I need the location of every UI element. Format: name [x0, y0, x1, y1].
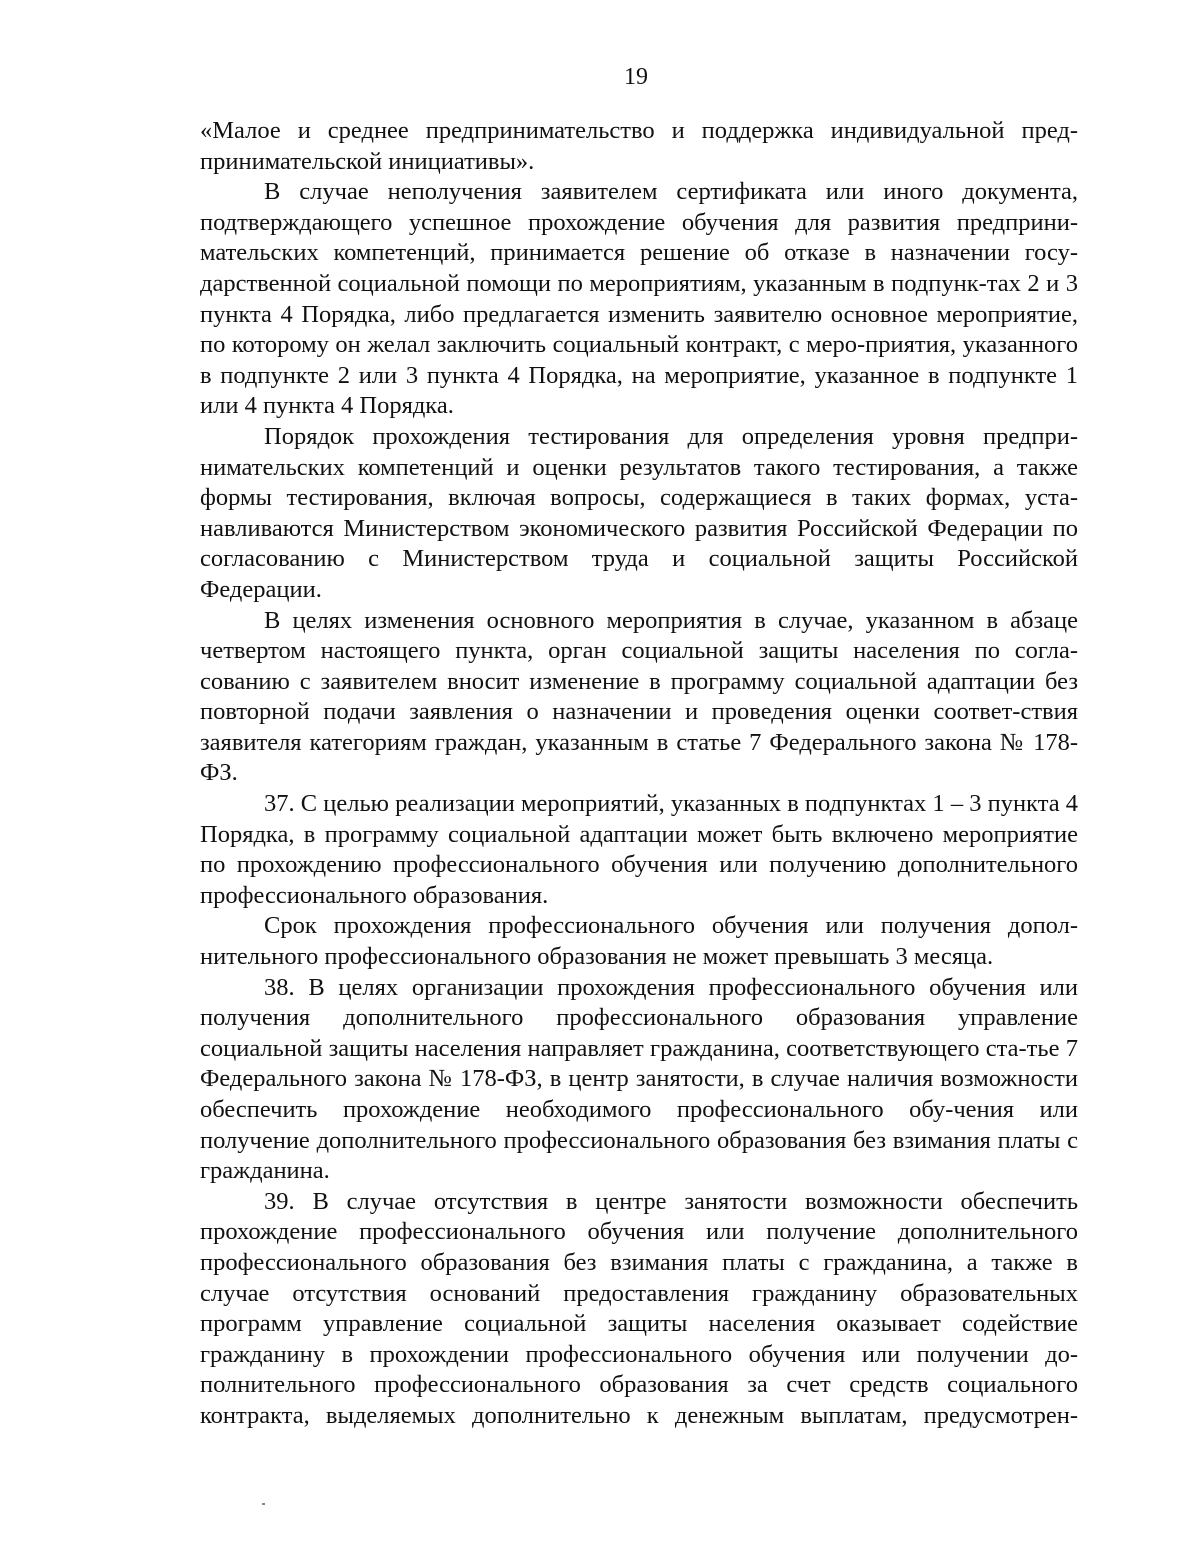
paragraph-clause-39: 39. В случае отсутствия в центре занятости возможности обеспечить прохождение профессионального обучения или получение дополнительного профессионального образования без взимания платы с гражданина, а также в случае отсутствия оснований предоставления гражданину образовательных программ управление социальной защиты населения оказывает содействие гражданину в прохождении профессионального обучения или получении до-полнительного профессионального образования за счет средств социального контракта, выделяемых дополнительно к денежным выплатам, предусмотрен-	[200, 1187, 1078, 1429]
scan-artifact	[262, 1503, 265, 1505]
paragraph-testing-procedure: Порядок прохождения тестирования для определения уровня предпри-нимательских компетенций и оценки результатов такого тестирования, а также формы тестирования, включая вопросы, содержащиеся в таких формах, уста-навливаются Министерством экономического развития Российской Федерации по согласованию с Министерством труда и социальной защиты Российской Федерации.	[200, 422, 1078, 603]
page-number: 19	[624, 64, 648, 90]
paragraph-training-term: Срок прохождения профессионального обучения или получения допол-нительного профессионального образования не может превышать 3 месяца.	[200, 912, 1078, 971]
paragraph-continuation: «Малое и среднее предпринимательство и поддержка индивидуальной пред-принимательской инициативы».	[200, 117, 1078, 175]
paragraph-clause-37: 37. С целью реализации мероприятий, указанных в подпунктах 1 – 3 пункта 4 Порядка, в программу социальной адаптации может быть включено мероприятие по прохождению профессионального обучения или получению дополнительного профессионального образования.	[200, 790, 1078, 909]
paragraph-certificate-refusal: В случае неполучения заявителем сертификата или иного документа, подтверждающего успешное прохождение обучения для развития предприни-мательских компетенций, принимается решение об отказе в назначении госу-дарственной социальной помощи по мероприятиям, указанным в подпунк-тах 2 и 3 пункта 4 Порядка, либо предлагается изменить заявителю основное мероприятие, по которому он желал заключить социальный контракт, с меро-приятия, указанного в подпункте 2 или 3 пункта 4 Порядка, на мероприятие, указанное в подпункте 1 или 4 пункта 4 Порядка.	[200, 178, 1078, 420]
document-body	[200, 116, 1078, 1432]
paragraph-clause-38: 38. В целях организации прохождения профессионального обучения или получения дополнительного профессионального образования управление социальной защиты населения направляет гражданина, соответствующего ста-тье 7 Федерального закона № 178-ФЗ, в центр занятости, в случае наличия возможности обеспечить прохождение необходимого профессионального обу-чения или получение дополнительного профессионального образования без взимания платы с гражданина.	[200, 973, 1078, 1185]
paragraph-change-activity: В целях изменения основного мероприятия в случае, указанном в абзаце четвертом настоящего пункта, орган социальной защиты населения по согла-сованию с заявителем вносит изменение в программу социальной адаптации без повторной подачи заявления о назначении и проведения оценки соответ-ствия заявителя категориям граждан, указанным в статье 7 Федерального закона № 178-ФЗ.	[200, 606, 1078, 787]
